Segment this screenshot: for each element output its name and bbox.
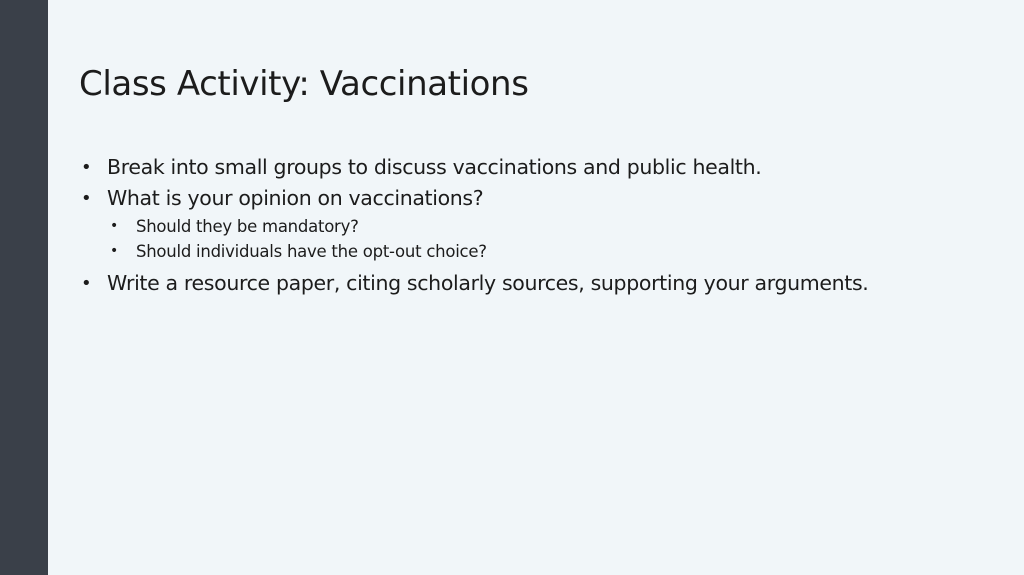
sub-bullet-dot-icon: • (110, 218, 119, 234)
bullet-dot-icon: • (81, 157, 92, 178)
accent-sidebar (0, 0, 48, 575)
sub-bullet-text: Should they be mandatory? (136, 217, 359, 236)
bullet-dot-icon: • (81, 273, 92, 294)
bullet-item (79, 152, 999, 183)
bullet-item (79, 183, 999, 214)
bullet-text: Break into small groups to discuss vaccinations and public health. (107, 155, 762, 179)
bullet-item (79, 268, 999, 299)
slide-title: Class Activity: Vaccinations (79, 64, 529, 104)
bullet-dot-icon: • (81, 188, 92, 209)
sub-bullet-dot-icon: • (110, 243, 119, 259)
sub-bullet-item (79, 239, 999, 264)
sub-bullet-text: Should individuals have the opt-out choice? (136, 242, 487, 261)
sub-bullet-item (79, 214, 999, 239)
bullet-list (79, 152, 999, 299)
bullet-text: What is your opinion on vaccinations? (107, 186, 484, 210)
bullet-text: Write a resource paper, citing scholarly sources, supporting your arguments. (107, 271, 869, 295)
